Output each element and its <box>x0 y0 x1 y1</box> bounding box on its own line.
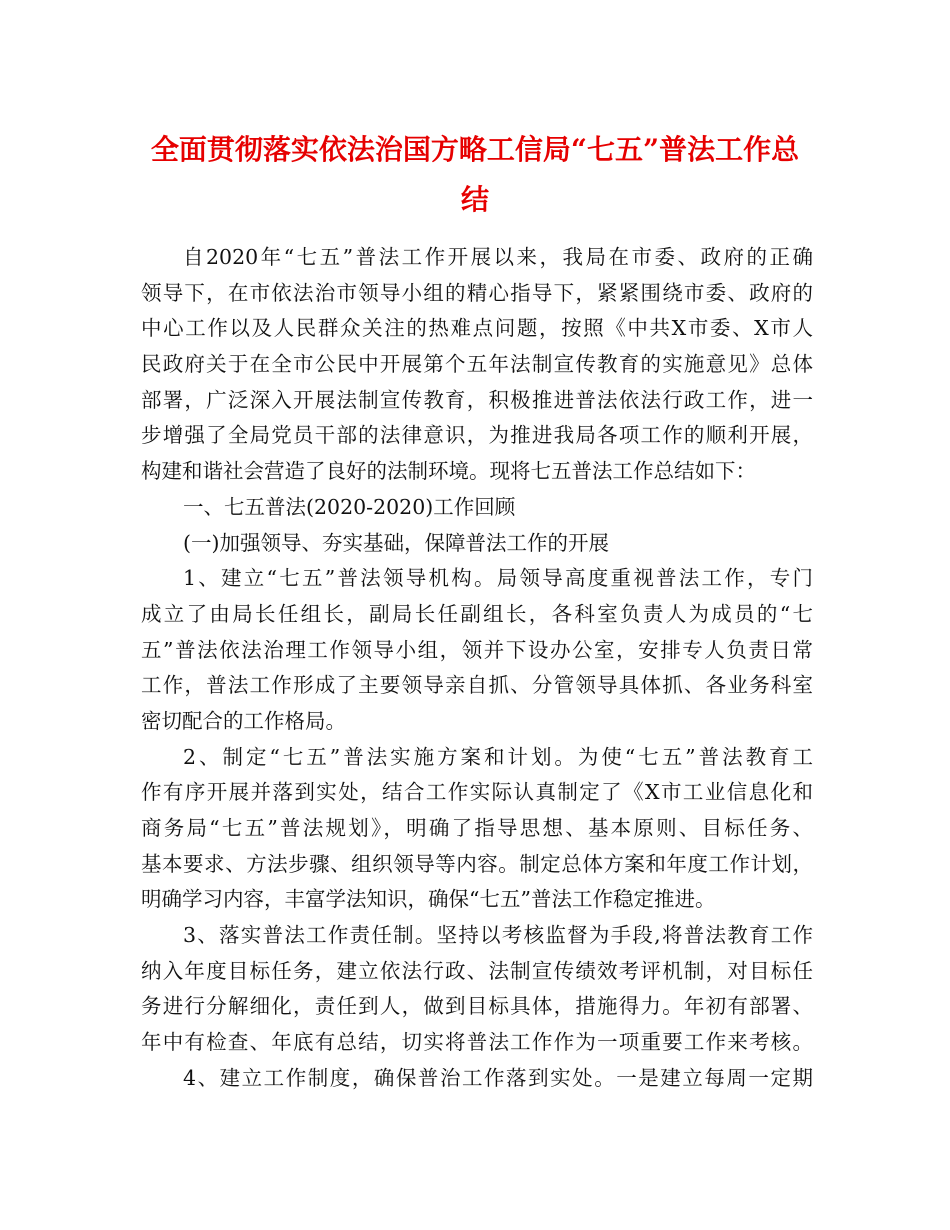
body-line: 成立了由局长任组长，副局长任副组长，各科室负责人为成员的“七 <box>141 601 813 626</box>
section-heading: 一、七五普法(2020-2020)工作回顾 <box>183 494 516 519</box>
body-line: 年中有检查、年底有总结，切实将普法工作作为一项重要工作来考核。 <box>141 1030 813 1055</box>
body-line: 纳入年度目标任务，建立依法行政、法制宣传绩效考评机制，对目标任 <box>141 958 813 983</box>
body-line: 2、制定“七五”普法实施方案和计划。为使“七五”普法教育工 <box>183 744 813 769</box>
document-title-line-1: 全面贯彻落实依法治国方略工信局“七五”普法工作总 <box>150 133 800 166</box>
body-line: 务进行分解细化，责任到人，做到目标具体，措施得力。年初有部署、 <box>141 994 813 1019</box>
body-line: 民政府关于在全市公民中开展第个五年法制宣传教育的实施意见》总体 <box>141 352 813 377</box>
body-line: 五”普法依法治理工作领导小组，领并下设办公室，安排专人负责日常 <box>141 637 813 662</box>
body-line: 基本要求、方法步骤、组织领导等内容。制定总体方案和年度工作计划， <box>141 851 813 876</box>
body-line: 自2020年“七五”普法工作开展以来，我局在市委、政府的正确 <box>183 245 813 269</box>
body-line: 密切配合的工作格局。 <box>141 708 346 733</box>
body-line: 4、建立工作制度，确保普治工作落到实处。一是建立每周一定期 <box>183 1065 813 1090</box>
body-line: 3、落实普法工作责任制。坚持以考核监督为手段,将普法教育工作 <box>183 923 813 948</box>
body-line: 工作，普法工作形成了主要领导亲自抓、分管领导具体抓、各业务科室 <box>141 673 813 698</box>
body-line: 部署，广泛深入开展法制宣传教育，积极推进普法依法行政工作，进一 <box>141 387 813 412</box>
document-title-line-2: 结 <box>460 183 489 216</box>
body-line: 中心工作以及人民群众关注的热难点问题，按照《中共X市委、X市人 <box>141 316 813 341</box>
subsection-heading: (一)加强领导、夯实基础，保障普法工作的开展 <box>183 530 609 555</box>
body-line: 领导下，在市依法治市领导小组的精心指导下，紧紧围绕市委、政府的 <box>141 280 813 305</box>
body-line: 构建和谐社会营造了良好的法制环境。现将七五普法工作总结如下： <box>141 459 756 484</box>
body-line: 作有序开展并落到实处，结合工作实际认真制定了《X市工业信息化和 <box>141 780 813 805</box>
body-line: 商务局“七五”普法规划》，明确了指导思想、基本原则、目标任务、 <box>141 816 813 840</box>
body-line: 1、建立“七五”普法领导机构。局领导高度重视普法工作，专门 <box>183 566 813 591</box>
body-line: 明确学习内容，丰富学法知识，确保“七五”普法工作稳定推进。 <box>141 887 716 912</box>
body-line: 步增强了全局党员干部的法律意识，为推进我局各项工作的顺利开展， <box>141 423 813 448</box>
document-body <box>141 240 813 1120</box>
